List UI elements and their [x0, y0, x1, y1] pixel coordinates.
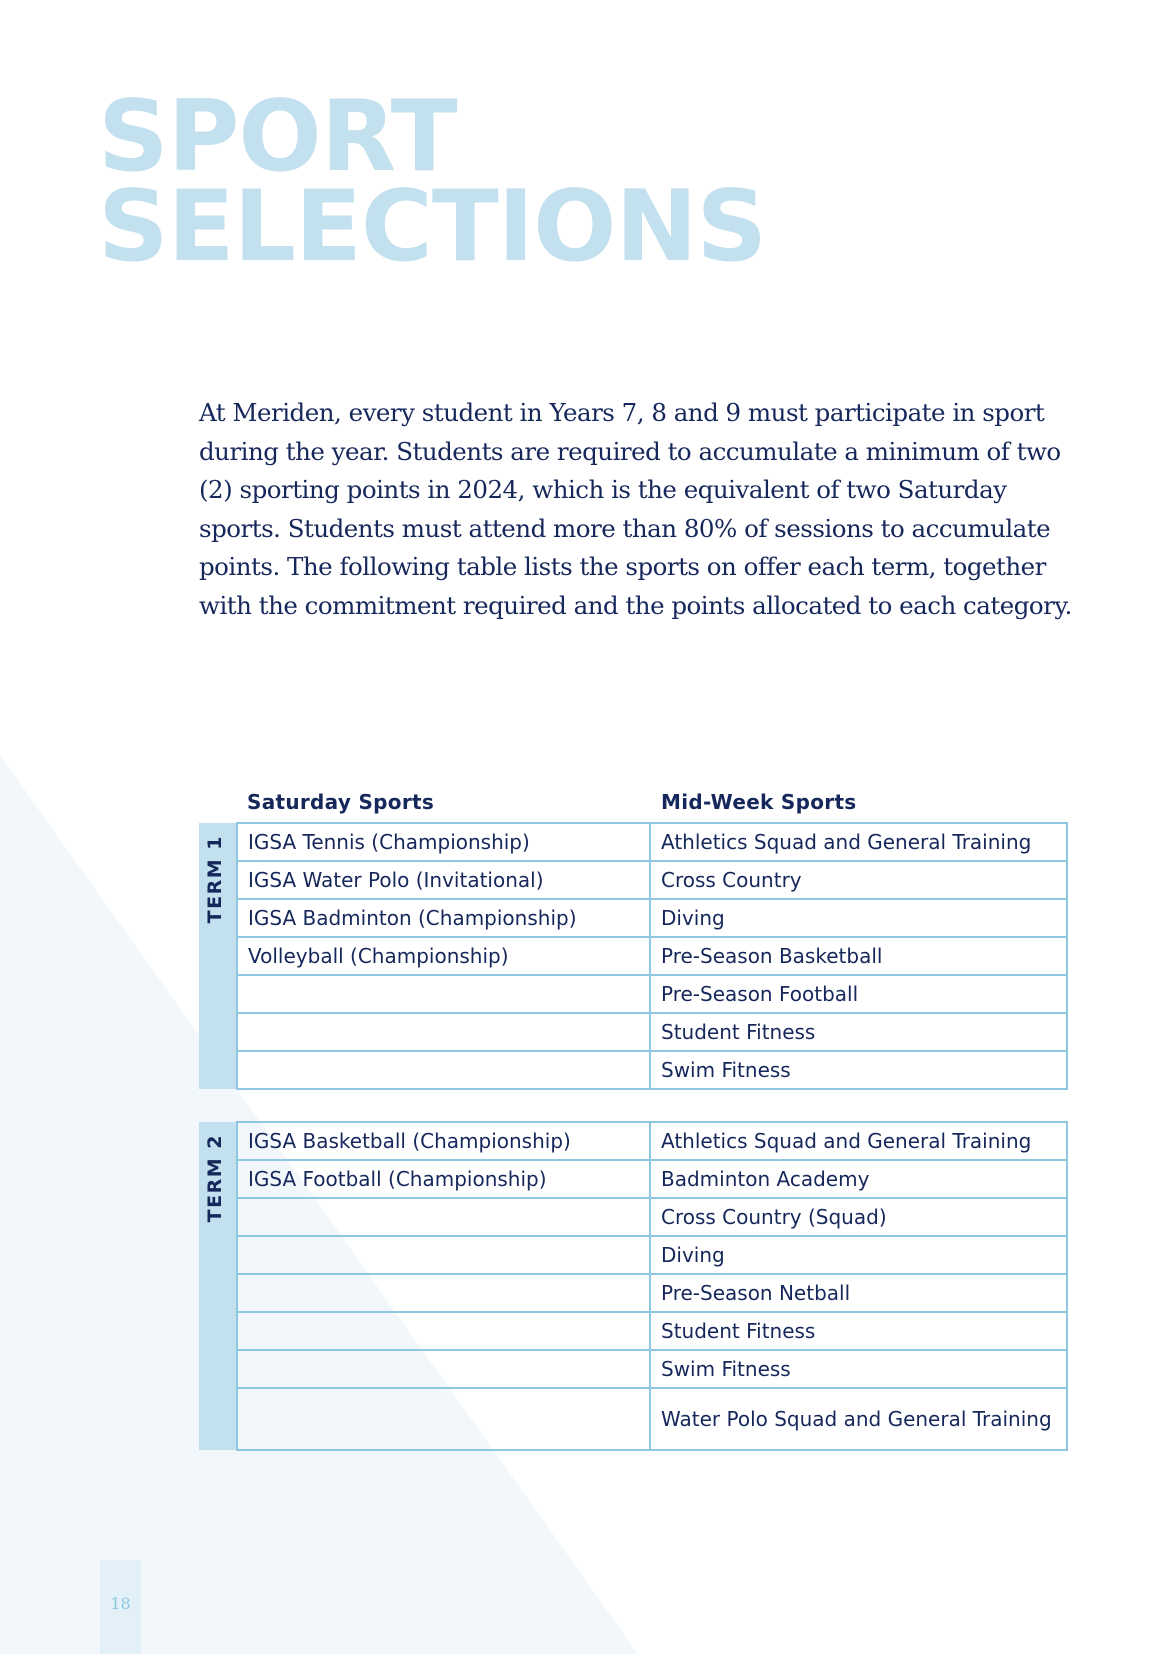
midweek-sport-cell: Swim Fitness [650, 1350, 1067, 1388]
midweek-sport-cell: Badminton Academy [650, 1160, 1067, 1198]
page-number: 18 [110, 1594, 131, 1613]
title-line-1: SPORT [98, 80, 457, 194]
midweek-sport-cell: Cross Country (Squad) [650, 1198, 1067, 1236]
saturday-sport-cell: IGSA Water Polo (Invitational) [237, 861, 650, 899]
saturday-sport-cell [237, 1051, 650, 1089]
intro-paragraph: At Meriden, every student in Years 7, 8 and 9 must participate in sport during the year. Students are required to accumulate a minimum of two (2) sporting points in 2024, which is the equivalent of two Saturday sports. Students must attend more than 80% of sessions to accumulate points. The following table lists the sports on offer each term, together with the commitment required and the points allocated to each category. [199, 398, 1072, 620]
title-line-2: SELECTIONS [98, 170, 767, 284]
saturday-sport-cell: IGSA Basketball (Championship) [237, 1122, 650, 1160]
midweek-sport-cell: Diving [650, 1236, 1067, 1274]
saturday-sport-cell: IGSA Football (Championship) [237, 1160, 650, 1198]
midweek-sport-cell: Swim Fitness [650, 1051, 1067, 1089]
term-1-table [199, 822, 1068, 1090]
midweek-sport-cell: Water Polo Squad and General Training [650, 1388, 1067, 1450]
table-row [199, 1051, 1067, 1089]
saturday-sport-cell [237, 1236, 650, 1274]
table-row [199, 1312, 1067, 1350]
table-row [199, 1274, 1067, 1312]
midweek-sport-cell: Cross Country [650, 861, 1067, 899]
term-1-band [199, 823, 237, 1089]
midweek-sport-cell: Student Fitness [650, 1013, 1067, 1051]
table-row [199, 975, 1067, 1013]
table-row [199, 1350, 1067, 1388]
table-row [199, 1198, 1067, 1236]
term-2-table [199, 1121, 1068, 1451]
saturday-sport-cell [237, 1274, 650, 1312]
saturday-sport-cell [237, 1312, 650, 1350]
saturday-sport-cell [237, 1350, 650, 1388]
midweek-sport-cell: Student Fitness [650, 1312, 1067, 1350]
table-row [199, 861, 1067, 899]
saturday-sport-cell [237, 1388, 650, 1450]
table-row [199, 1122, 1067, 1160]
term-2-label: TERM 2 [204, 1134, 226, 1223]
saturday-sport-cell: Volleyball (Championship) [237, 937, 650, 975]
midweek-sports-header: Mid-Week Sports [661, 790, 857, 814]
saturday-sport-cell [237, 1013, 650, 1051]
term-2-band [199, 1122, 237, 1450]
saturday-sport-cell: IGSA Tennis (Championship) [237, 823, 650, 861]
table-row [199, 937, 1067, 975]
page-title [98, 80, 767, 284]
midweek-sport-cell: Pre-Season Basketball [650, 937, 1067, 975]
table-row [199, 823, 1067, 861]
saturday-sport-cell: IGSA Badminton (Championship) [237, 899, 650, 937]
midweek-sport-cell: Diving [650, 899, 1067, 937]
table-row [199, 1388, 1067, 1450]
term-1-label: TERM 1 [204, 835, 226, 924]
table-row [199, 899, 1067, 937]
table-row [199, 1236, 1067, 1274]
table-row [199, 1013, 1067, 1051]
table-row [199, 1160, 1067, 1198]
saturday-sports-header: Saturday Sports [247, 790, 435, 814]
saturday-sport-cell [237, 1198, 650, 1236]
midweek-sport-cell: Athletics Squad and General Training [650, 1122, 1067, 1160]
midweek-sport-cell: Pre-Season Football [650, 975, 1067, 1013]
midweek-sport-cell: Pre-Season Netball [650, 1274, 1067, 1312]
saturday-sport-cell [237, 975, 650, 1013]
midweek-sport-cell: Athletics Squad and General Training [650, 823, 1067, 861]
